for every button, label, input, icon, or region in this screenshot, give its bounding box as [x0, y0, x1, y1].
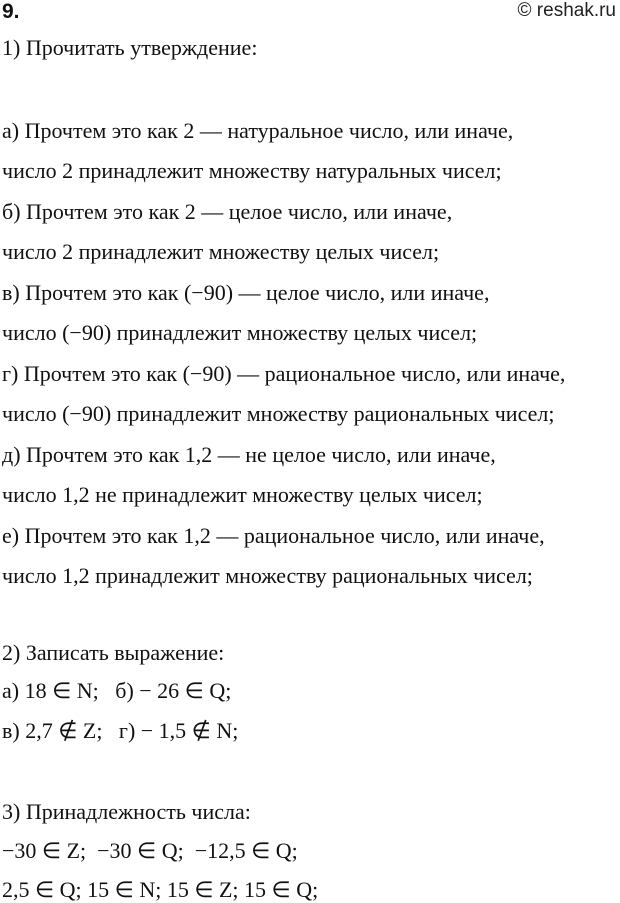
watermark: © reshak.ru	[517, 0, 616, 21]
section1-line: число 2 принадлежит множеству целых чисел;	[2, 239, 440, 264]
section1-line: е) Прочтем это как 1,2 — рациональное число, или иначе,	[2, 523, 545, 548]
section1-line: а) Прочтем это как 2 — натуральное число, или иначе,	[2, 118, 514, 143]
section1-line: число 2 принадлежит множеству натуральных чисел;	[2, 158, 502, 183]
section1-line: число (−90) принадлежит множеству рациональных чисел;	[2, 401, 555, 426]
section3-line: 2,5 ∈ Q; 15 ∈ N; 15 ∈ Z; 15 ∈ Q;	[2, 877, 319, 902]
section1-line: число 1,2 принадлежит множеству рациональных чисел;	[2, 563, 533, 588]
section1-line: число (−90) принадлежит множеству целых чисел;	[2, 320, 478, 345]
section2-line: в) 2,7 ∉ Z; г) − 1,5 ∉ N;	[2, 718, 239, 743]
section1-line: число 1,2 не принадлежит множеству целых чисел;	[2, 482, 483, 507]
section1-line: в) Прочтем это как (−90) — целое число, или иначе,	[2, 280, 490, 305]
problem-number: 9.	[2, 0, 20, 23]
section1-title: 1) Прочитать утверждение:	[2, 35, 258, 60]
section1-line: г) Прочтем это как (−90) — рациональное число, или иначе,	[2, 361, 566, 386]
section1-line: д) Прочтем это как 1,2 — не целое число, или иначе,	[2, 442, 496, 467]
section2-line: а) 18 ∈ N; б) − 26 ∈ Q;	[2, 678, 232, 703]
section3-title: 3) Принадлежность числа:	[2, 799, 251, 824]
section1-line: б) Прочтем это как 2 — целое число, или иначе,	[2, 199, 453, 224]
section2-title: 2) Записать выражение:	[2, 640, 225, 665]
section3-line: −30 ∈ Z; −30 ∈ Q; −12,5 ∈ Q;	[2, 838, 298, 863]
